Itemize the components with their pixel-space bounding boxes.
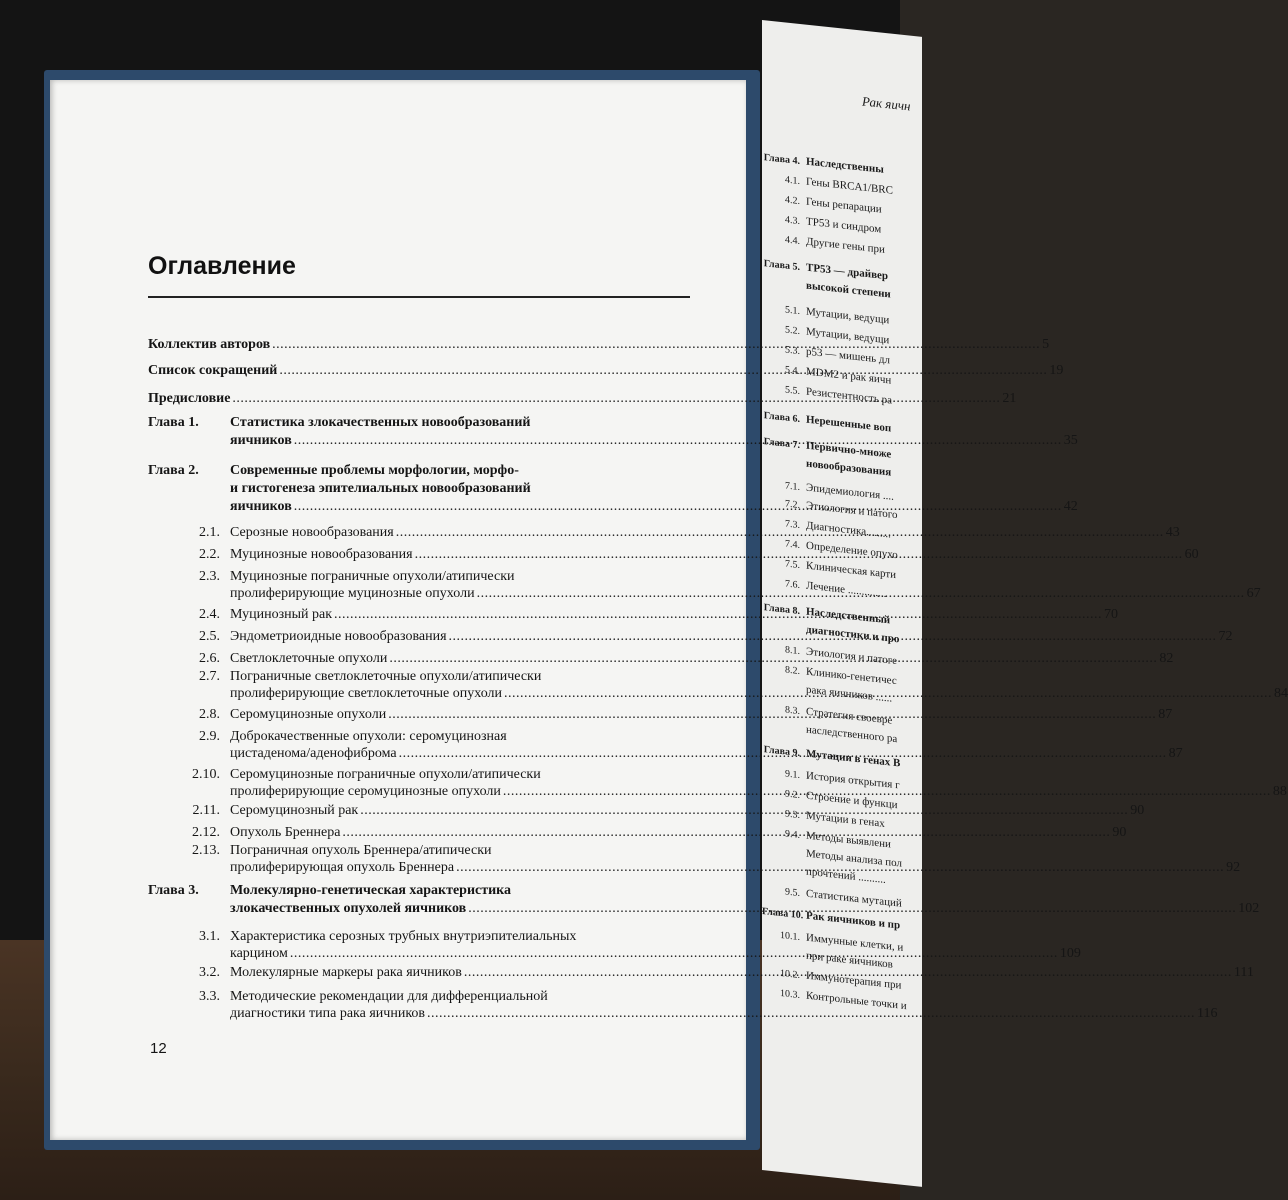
right-page-entry-number: 9.5. bbox=[785, 886, 800, 899]
right-page-entry-number: 9.1. bbox=[785, 768, 800, 781]
toc-page-number: 21 bbox=[1002, 391, 1017, 406]
toc-number: Глава 3. bbox=[148, 883, 199, 898]
toc-page-number: 102 bbox=[1238, 901, 1260, 916]
toc-entry-title: Пограничные светлоклеточные опухоли/атипически bbox=[230, 669, 542, 684]
right-page-entry-number: 7.3. bbox=[785, 518, 800, 531]
dot-leader bbox=[232, 390, 1000, 407]
right-page-entry-number: 5.1. bbox=[785, 304, 800, 317]
right-page-entry-number: Глава 8. bbox=[763, 602, 800, 617]
right-page-entry-title: Клиническая карти bbox=[806, 559, 897, 582]
right-page-entry-number: 4.2. bbox=[785, 194, 800, 207]
toc-page-number: 88 bbox=[1272, 784, 1287, 799]
right-page-entry-number: 9.4. bbox=[785, 828, 800, 841]
toc-entry-title: цистаденома/аденофиброма bbox=[230, 746, 397, 761]
toc-entry-title: пролиферирующие светлоклеточные опухоли bbox=[230, 686, 503, 701]
toc-number: 2.7. bbox=[199, 669, 220, 684]
right-page-entry-number: 8.3. bbox=[785, 704, 800, 717]
dot-leader bbox=[294, 432, 1062, 450]
toc-entry-title: пролиферирующие серомуцинозные опухоли bbox=[230, 784, 501, 799]
toc-entry-title: Серомуцинозные пограничные опухоли/атипически bbox=[230, 767, 541, 782]
right-page-entry-title: Строение и функци bbox=[806, 789, 898, 812]
toc-entry-title: яичников bbox=[230, 499, 292, 514]
right-page-entry-title: Эпидемиология .... bbox=[806, 481, 894, 503]
right-page-entry-title: Методы анализа пол bbox=[806, 847, 902, 870]
dot-leader bbox=[464, 964, 1232, 981]
toc-entry-title: Предисловие bbox=[148, 391, 231, 406]
right-page-entry-title: Контрольные точки и bbox=[806, 989, 907, 1013]
toc-number: 2.6. bbox=[199, 651, 220, 666]
toc-page-number: 111 bbox=[1233, 965, 1254, 980]
right-page-entry-title: Резистентность ра bbox=[806, 385, 892, 407]
toc-entry-title: Эндометриоидные новообразования bbox=[230, 629, 447, 644]
right-page-entry-title: наследственного ра bbox=[806, 723, 898, 746]
right-page-entry-number: 10.2. bbox=[780, 967, 800, 981]
right-page-entry-number: 5.3. bbox=[785, 344, 800, 357]
toc-number: 3.2. bbox=[199, 965, 220, 980]
right-page-entry-title: рака яичников ...... bbox=[806, 683, 893, 705]
toc-entry-title: Список сокращений bbox=[148, 363, 278, 378]
toc-entry-title: Серозные новообразования bbox=[230, 525, 394, 540]
dot-leader bbox=[427, 1005, 1195, 1022]
page-number: 12 bbox=[150, 1040, 167, 1057]
dot-leader bbox=[415, 546, 1183, 563]
right-page-entry-title: высокой степени bbox=[806, 279, 891, 301]
dot-leader bbox=[342, 824, 1110, 841]
title-rule bbox=[148, 296, 690, 298]
right-page-entry-number: 5.2. bbox=[785, 324, 800, 337]
toc-page-number: 90 bbox=[1112, 825, 1127, 840]
toc-entry-title: и гистогенеза эпителиальных новообразований bbox=[230, 481, 531, 496]
right-page-entry-number: Глава 9. bbox=[763, 744, 800, 759]
dot-leader bbox=[399, 745, 1167, 762]
toc-entry-title: Методические рекомендации для дифференциальной bbox=[230, 989, 548, 1004]
toc-entry-title: пролиферирующие муцинозные опухоли bbox=[230, 586, 475, 601]
toc-number: 2.5. bbox=[199, 629, 220, 644]
toc-entry-title: Муцинозные пограничные опухоли/атипически bbox=[230, 569, 515, 584]
toc-number: Глава 2. bbox=[148, 463, 199, 478]
right-page-entry-title: p53 — мишень дл bbox=[806, 345, 890, 367]
right-page-entry-title: Мутации, ведущи bbox=[806, 305, 890, 327]
toc-number: 2.9. bbox=[199, 729, 220, 744]
toc-number: Глава 1. bbox=[148, 415, 199, 430]
right-page-entry-title: новообразования bbox=[806, 457, 892, 479]
toc-page-number: 87 bbox=[1158, 707, 1173, 722]
dot-leader bbox=[449, 628, 1217, 645]
right-page-entry-number: Глава 6. bbox=[763, 410, 800, 425]
toc-entry-title: диагностики типа рака яичников bbox=[230, 1006, 426, 1021]
toc-page-number: 67 bbox=[1246, 586, 1261, 601]
toc-entry-title: Серомуцинозные опухоли bbox=[230, 707, 387, 722]
right-page-header: Рак яичн bbox=[862, 93, 911, 114]
toc-page-number: 42 bbox=[1063, 499, 1078, 514]
toc-page-number: 72 bbox=[1218, 629, 1233, 644]
dot-leader bbox=[456, 859, 1224, 876]
toc-number: 2.8. bbox=[199, 707, 220, 722]
toc-page-number: 35 bbox=[1063, 433, 1078, 448]
toc-number: 2.13. bbox=[192, 843, 220, 858]
toc-page-number: 109 bbox=[1059, 946, 1081, 961]
toc-page-number: 116 bbox=[1197, 1006, 1218, 1021]
right-page-entry-number: Глава 10. bbox=[762, 906, 804, 922]
right-page-entry-number bbox=[762, 852, 800, 856]
right-page-entry-title: Иммунные клетки, и bbox=[806, 931, 904, 954]
toc-page-number: 84 bbox=[1274, 686, 1288, 701]
right-page-entry-title: Гены репарации bbox=[806, 195, 882, 216]
dot-leader bbox=[290, 945, 1058, 962]
dot-leader bbox=[360, 802, 1128, 819]
dot-leader bbox=[389, 650, 1157, 667]
right-page-entry-number: 9.3. bbox=[785, 808, 800, 821]
toc-number: 2.4. bbox=[199, 607, 220, 622]
toc-entry-title: Пограничная опухоль Бреннера/атипически bbox=[230, 843, 492, 858]
right-page-entry-number: 9.2. bbox=[785, 788, 800, 801]
right-page-entry-number bbox=[762, 728, 800, 732]
right-page-entry-title: Мутации, ведущи bbox=[806, 325, 890, 347]
toc-entry-title: Светлоклеточные опухоли bbox=[230, 651, 388, 666]
toc-number: 2.12. bbox=[192, 825, 220, 840]
right-page-entry-title: Этиология и патоге bbox=[806, 645, 898, 668]
right-page-entry-title: Статистика мутаций bbox=[806, 887, 902, 910]
toc-entry-title: Доброкачественные опухоли: серомуцинозная bbox=[230, 729, 507, 744]
right-page-entry-number: Глава 5. bbox=[763, 258, 800, 273]
dot-leader bbox=[504, 685, 1272, 702]
right-page-entry-number: 4.1. bbox=[785, 174, 800, 187]
toc-entry-title: Муцинозные новообразования bbox=[230, 547, 413, 562]
toc-entry-title: Опухоль Бреннера bbox=[230, 825, 341, 840]
toc-page-number: 43 bbox=[1165, 525, 1180, 540]
toc-page-number: 87 bbox=[1168, 746, 1183, 761]
toc-number: 3.3. bbox=[199, 989, 220, 1004]
toc-entry-title: Муцинозный рак bbox=[230, 607, 333, 622]
toc-page-number: 60 bbox=[1184, 547, 1199, 562]
toc-page-number: 19 bbox=[1049, 363, 1064, 378]
dot-leader bbox=[477, 585, 1245, 602]
right-page-entry-number: 7.5. bbox=[785, 558, 800, 571]
right-page-entry-title: Другие гены при bbox=[806, 235, 885, 256]
right-page-entry-title: Этиология и патого bbox=[806, 499, 898, 522]
toc-number: 3.1. bbox=[199, 929, 220, 944]
toc-entry-title: пролиферирующая опухоль Бреннера bbox=[230, 860, 455, 875]
right-page-entry-title: Рак яичников и пр bbox=[806, 909, 901, 932]
toc-number: 2.2. bbox=[199, 547, 220, 562]
toc-page-number: 90 bbox=[1130, 803, 1145, 818]
toc-entry-title: яичников bbox=[230, 433, 292, 448]
right-page-entry-title: Клинико-генетичес bbox=[806, 665, 897, 688]
right-page-entry-number: 10.3. bbox=[780, 987, 800, 1001]
right-page-entry-title: Лечение .............. bbox=[806, 579, 887, 601]
right-page-entry-number: 5.4. bbox=[785, 364, 800, 377]
toc-page-number: 70 bbox=[1104, 607, 1119, 622]
toc-entry-title: карцином bbox=[230, 946, 288, 961]
dot-leader bbox=[272, 336, 1040, 353]
toc-page-number: 82 bbox=[1159, 651, 1174, 666]
dot-leader bbox=[388, 706, 1156, 723]
toc-number: 2.1. bbox=[199, 525, 220, 540]
right-page-entry-title: Гены BRCA1/BRC bbox=[806, 175, 893, 197]
toc-number: 2.3. bbox=[199, 569, 220, 584]
right-page-entry-title: Первично-множе bbox=[806, 439, 892, 461]
toc-entry-title: Молекулярно-генетическая характеристика bbox=[230, 883, 512, 898]
toc-entry-title: злокачественных опухолей яичников bbox=[230, 901, 467, 916]
toc-page-number: 5 bbox=[1042, 337, 1050, 352]
right-page-entry-title: Методы выявлени bbox=[806, 829, 891, 851]
right-page-entry-number: 7.4. bbox=[785, 538, 800, 551]
toc-entry-title: Молекулярные маркеры рака яичников bbox=[230, 965, 462, 980]
dot-leader bbox=[503, 783, 1271, 800]
toc-entry-title: Современные проблемы морфологии, морфо- bbox=[230, 463, 519, 478]
right-page-entry-title: Диагностика......... bbox=[806, 519, 891, 541]
right-page-entry-title: MDM2 и рак яичн bbox=[806, 365, 892, 387]
right-page-entry-title: TP53 и синдром bbox=[806, 215, 882, 236]
dot-leader bbox=[334, 606, 1102, 623]
toc-entry-title: Характеристика серозных трубных внутриэпителиальных bbox=[230, 929, 577, 944]
right-page-entry-title: при раке яичников bbox=[806, 949, 893, 971]
right-page-entry-title: Иммунотерапия при bbox=[806, 969, 902, 992]
toc-number: 2.11. bbox=[192, 803, 220, 818]
right-page-entry-title: Мутации в генах B bbox=[806, 747, 901, 770]
right-page-entry-number: 7.1. bbox=[785, 480, 800, 493]
right-page-entry-number: 8.2. bbox=[785, 664, 800, 677]
dot-leader bbox=[279, 362, 1047, 379]
right-page-entry-number: 7.2. bbox=[785, 498, 800, 511]
right-page-entry-number: 8.1. bbox=[785, 644, 800, 657]
right-page-entry-number bbox=[762, 462, 800, 466]
right-page-entry-title: Наследственны bbox=[806, 155, 884, 176]
right-page-entry-number: 4.3. bbox=[785, 214, 800, 227]
right-page-entry-number: 7.6. bbox=[785, 578, 800, 591]
toc-page-number: 92 bbox=[1226, 860, 1241, 875]
right-page-entry-number: 4.4. bbox=[785, 234, 800, 247]
right-page-entry-title: Мутации в генах bbox=[806, 809, 885, 830]
dot-leader bbox=[294, 498, 1062, 516]
right-page-entry-title: Стратегия своевре bbox=[806, 705, 893, 727]
toc-entry-title: Коллектив авторов bbox=[148, 337, 271, 352]
right-page-entry-title: TP53 — драйвер bbox=[806, 261, 889, 283]
right-page-entry-number bbox=[762, 284, 800, 288]
toc-number: 2.10. bbox=[192, 767, 220, 782]
right-page-entry-number: Глава 4. bbox=[763, 152, 800, 167]
toc-entry-title: Серомуцинозный рак bbox=[230, 803, 359, 818]
dot-leader bbox=[468, 900, 1236, 918]
right-page-entry-number: 10.1. bbox=[780, 929, 800, 943]
right-page-entry-number: Глава 7. bbox=[763, 436, 800, 451]
right-page-entry-title: История открытия г bbox=[806, 769, 900, 792]
toc-entry-title: Статистика злокачественных новообразований bbox=[230, 415, 531, 430]
right-page-entry-title: Определение опухо bbox=[806, 539, 898, 562]
right-page-entry-title: Нерешенные воп bbox=[806, 413, 892, 435]
page-title: Оглавление bbox=[148, 252, 296, 280]
right-page-entry-title: Наследственный bbox=[806, 605, 891, 627]
right-page-entry-title: прочтений .......... bbox=[806, 865, 886, 887]
right-page-entry-number: 5.5. bbox=[785, 384, 800, 397]
right-page-entry-title: диагностики и про bbox=[806, 623, 900, 646]
dot-leader bbox=[396, 524, 1164, 541]
